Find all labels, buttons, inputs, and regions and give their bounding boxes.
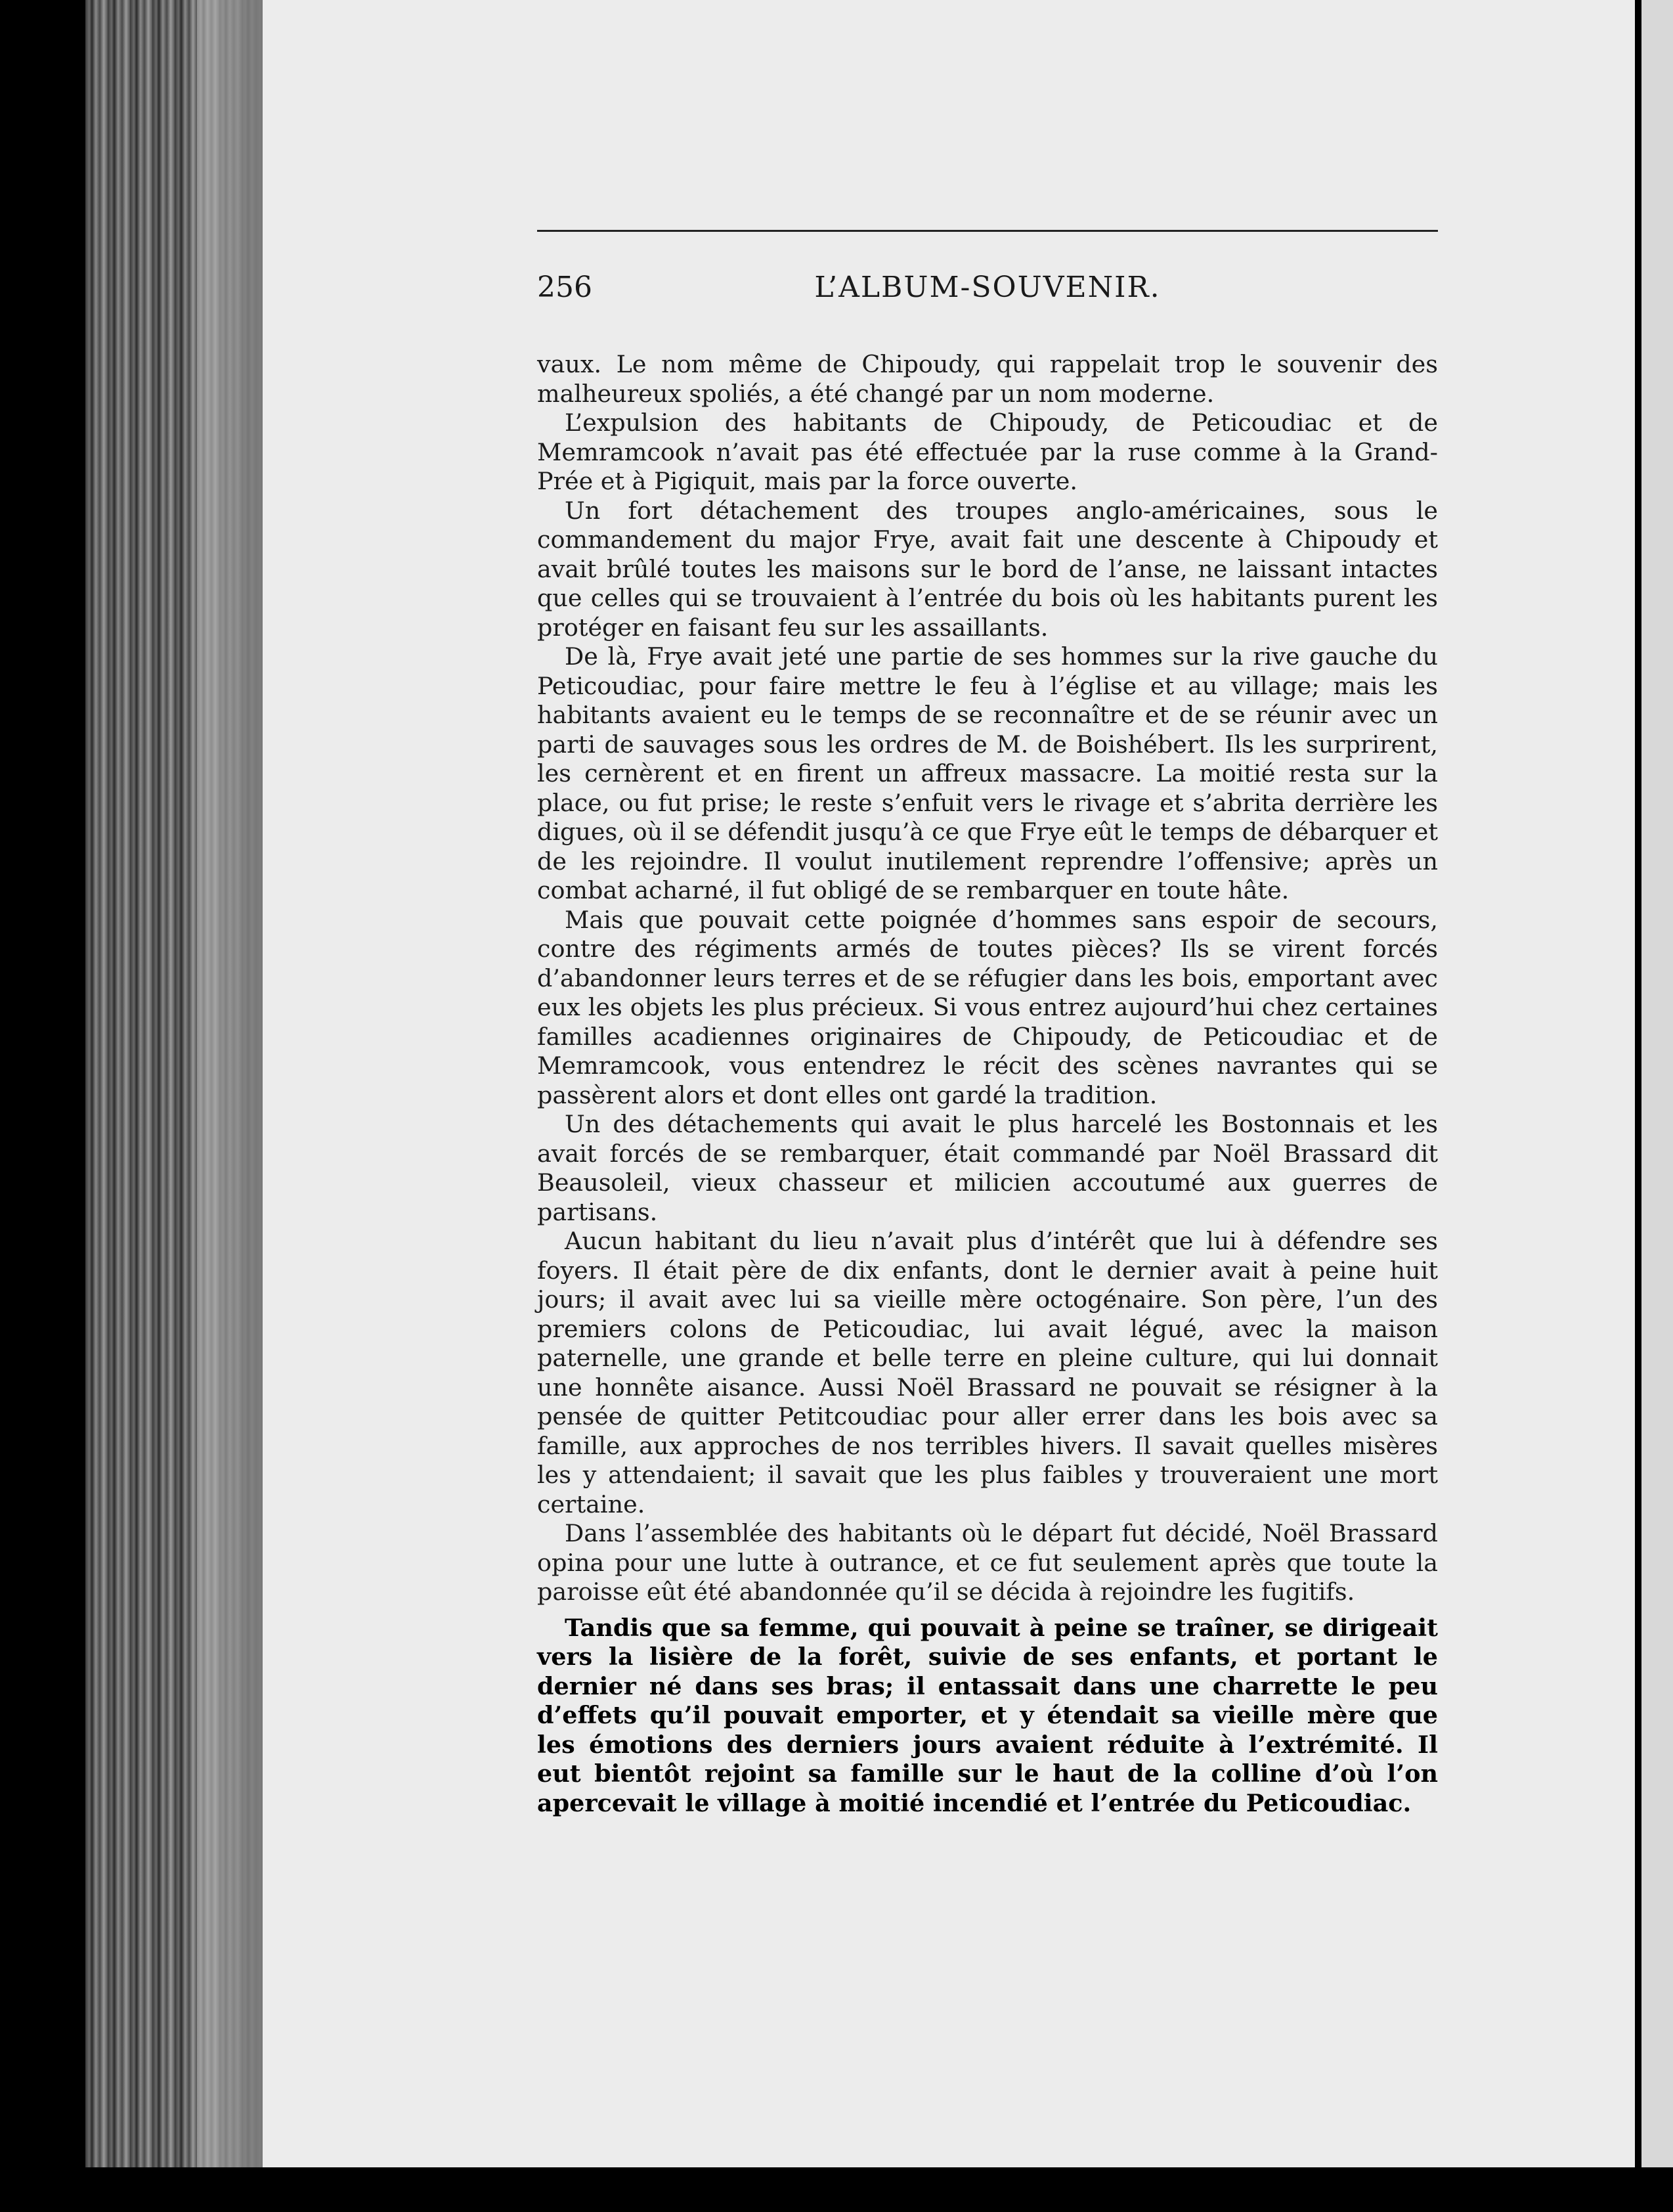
facing-page-edge [1641,0,1673,2167]
paragraph-9: Tandis que sa femme, qui pouvait à peine se traîner, se dirigeait vers la lisière de la forêt, suivie de ses enfants, et portant le dernier né dans ses bras; il entassait dans une charrette le peu d’effets qu’il pouvait emporter, et y étendait sa vieille mère que les émotions des derniers jours avaient réduite à l’extrémité. Il eut bientôt rejoint sa famille sur le haut de la colline d’où l’on apercevait le village à moitié incendié et l’entrée du Peticoudiac. [537,1613,1438,1817]
paragraph-7: Aucun habitant du lieu n’avait plus d’intérêt que lui à défendre ses foyers. Il était père de dix enfants, dont le dernier avait à peine huit jours; il avait avec lui sa vieille mère octogénaire. Son père, l’un des premiers colons de Peticoudiac, lui avait légué, avec la maison paternelle, une grande et belle terre en pleine culture, qui lui donnait une honnête aisance. Aussi Noël Brassard ne pouvait se résigner à la pensée de quitter Petitcoudiac pour aller errer dans les bois avec sa famille, aux approches de nos terribles hivers. Il savait quelles misères les y attendaient; il savait que les plus faibles y trouveraient une mort certaine. [537,1227,1438,1518]
page-number: 256 [537,271,592,304]
page-text-block [537,230,1438,1818]
paragraph-1: vaux. Le nom même de Chipoudy, qui rappelait trop le souvenir des malheureux spoliés, a été changé par un nom moderne. [537,350,1438,408]
paragraph-3: Un fort détachement des troupes anglo-américaines, sous le commandement du major Frye, avait fait une descente à Chipoudy et avait brûlé toutes les maisons sur le bord de l’anse, ne laissant intactes que celles qui se trouvaient à l’entrée du bois où les habitants purent les protéger en faisant feu sur les assaillants. [537,496,1438,642]
paragraph-4: De là, Frye avait jeté une partie de ses hommes sur la rive gauche du Peticoudiac, pour faire mettre le feu à l’église et au village; mais les habitants avaient eu le temps de se reconnaître et de se réunir avec un parti de sauvages sous les ordres de M. de Boishébert. Ils les surprirent, les cernèrent et en firent un affreux massacre. La moitié resta sur la place, ou fut prise; le reste s’enfuit vers le rivage et s’abrita derrière les digues, où il se défendit jusqu’à ce que Frye eût le temps de débarquer et de les rejoindre. Il voulut inutilement reprendre l’offensive; après un combat acharné, il fut obligé de se rembarquer en toute hâte. [537,642,1438,904]
paragraph-2: L’expulsion des habitants de Chipoudy, de Peticoudiac et de Memramcook n’avait pas été effectuée par la ruse comme à la Grand-Prée et à Pigiquit, mais par la force ouverte. [537,409,1438,495]
running-head [537,265,1438,311]
paragraph-6: Un des détachements qui avait le plus harcelé les Bostonnais et les avait forcés de se rembarquer, était commandé par Noël Brassard dit Beausoleil, vieux chasseur et milicien accoutumé aux guerres de partisans. [537,1110,1438,1226]
paragraph-5: Mais que pouvait cette poignée d’hommes sans espoir de secours, contre des régiments armés de toutes pièces? Ils se virent forcés d’abandonner leurs terres et de se réfugier dans les bois, emportant avec eux les objets les plus précieux. Si vous entrez aujourd’hui chez certaines familles acadiennes originaires de Chipoudy, de Peticoudiac et de Memramcook, vous entendrez le récit des scènes navrantes qui se passèrent alors et dont elles ont gardé la tradition. [537,905,1438,1109]
body-text [537,350,1438,1818]
header-rule [537,230,1438,232]
paragraph-8: Dans l’assemblée des habitants où le départ fut décidé, Noël Brassard opina pour une lutte à outrance, et ce fut seulement après que toute la paroisse eût été abandonnée qu’il se décida à rejoindre les fugitifs. [537,1519,1438,1606]
book-title: L’ALBUM-SOUVENIR. [814,271,1161,304]
binding-shadow [197,0,263,2167]
